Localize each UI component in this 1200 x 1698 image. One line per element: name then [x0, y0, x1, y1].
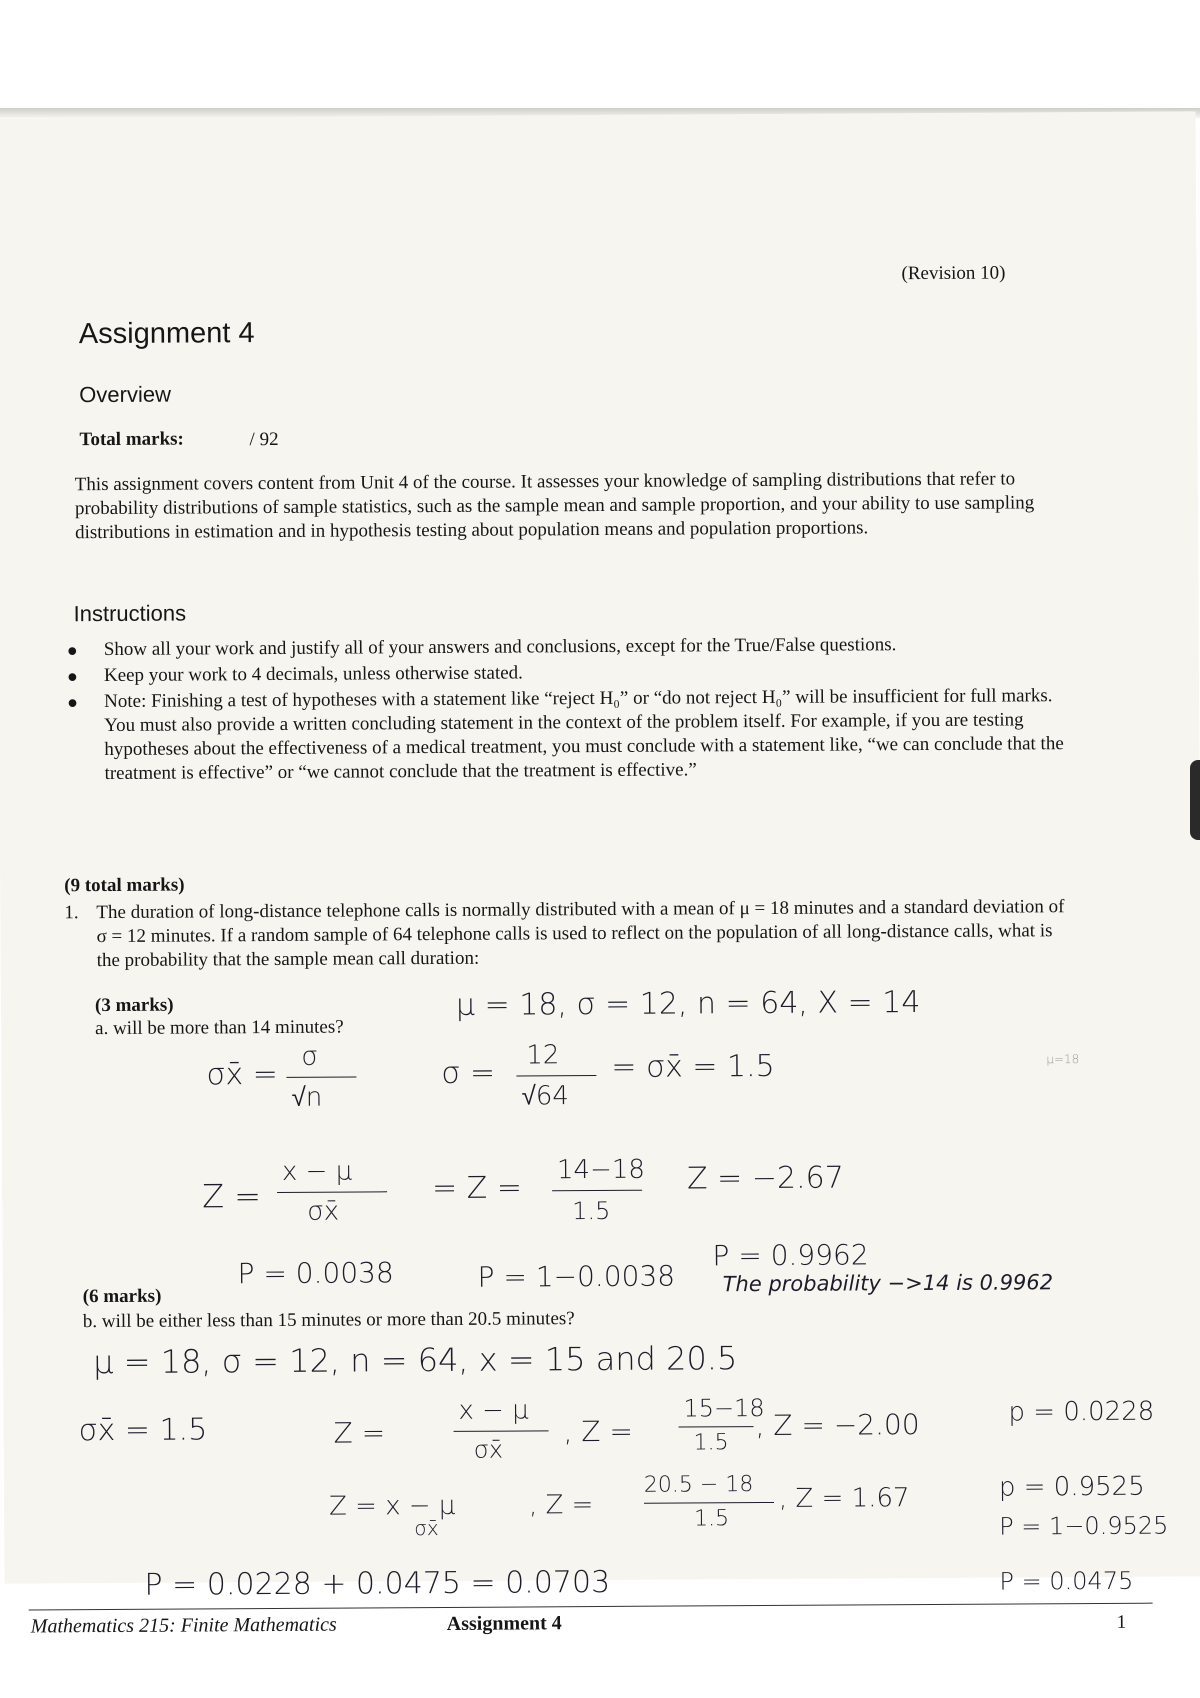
hw-b-p1: p = 0.0228: [1008, 1396, 1155, 1428]
part-a-text: a. will be more than 14 minutes?: [95, 1016, 344, 1040]
hw-a-sigma-lhs: σx̄ =: [206, 1056, 278, 1093]
hw-a-sigma2-den: √64: [521, 1081, 569, 1112]
hw-a-z-result: Z = −2.67: [686, 1160, 844, 1197]
hw-fraction-bar: [516, 1075, 596, 1076]
hw-b-z2-result: , Z = 1.67: [778, 1483, 910, 1514]
hw-b-z-num: x − μ: [458, 1395, 529, 1426]
part-b-marks: (6 marks): [82, 1285, 162, 1308]
hw-b-z1-num: 15−18: [683, 1394, 765, 1423]
hw-a-sigma2-rhs: = σx̄ = 1.5: [611, 1048, 775, 1085]
hw-a-z-lhs: Z =: [202, 1177, 262, 1216]
hw-b-z-den: σx̄: [473, 1435, 504, 1464]
hw-fraction-bar: [277, 1191, 387, 1193]
instruction-text: Keep your work to 4 decimals, unless otherwise stated.: [103, 662, 523, 687]
total-marks-value: / 92: [249, 428, 279, 451]
hw-b-z2-den: σx̄: [414, 1515, 439, 1541]
page-edge-shadow: [1190, 760, 1200, 840]
hw-fraction-bar: [644, 1502, 774, 1504]
hw-a-sigma-num: σ: [301, 1041, 318, 1072]
hw-b-givens: μ = 18, σ = 12, n = 64, x = 15 and 20.5: [93, 1339, 738, 1382]
list-item: [62, 684, 1073, 786]
hw-a-conclusion: The probability −>14 is 0.9962: [722, 1270, 1054, 1297]
hw-a-p1: P = 0.0038: [237, 1256, 394, 1291]
hw-a-givens: μ = 18, σ = 12, n = 64, X = 14: [455, 985, 921, 1023]
hw-a-sigma2-lhs: σ =: [441, 1055, 496, 1091]
hw-b-z2-eq: , Z =: [528, 1490, 594, 1521]
footer-assignment: Assignment 4: [446, 1612, 562, 1635]
overview-heading: Overview: [79, 381, 171, 408]
bullet-icon: ●: [66, 666, 78, 687]
hw-b-p2: p = 0.9525: [998, 1471, 1145, 1503]
question-number: 1.: [64, 902, 79, 924]
hw-b-z1-den: 1.5: [693, 1430, 729, 1456]
footer-rule: [29, 1603, 1153, 1611]
hw-b-z2-num: 20.5 − 18: [643, 1472, 754, 1498]
footer-course-title: Mathematics 215: Finite Mathematics: [30, 1613, 337, 1638]
page-number: 1: [1116, 1611, 1127, 1633]
bullet-icon: ●: [67, 692, 79, 713]
hw-b-z2-den2: 1.5: [694, 1506, 730, 1532]
hw-a-sigma2-num: 12: [526, 1040, 560, 1071]
instruction-text: Show all your work and justify all of your answers and conclusions, except for the True/False questions.: [103, 634, 897, 661]
hw-b-p3: P = 1−0.9525: [999, 1511, 1169, 1541]
hw-b-z2-lhs: Z = x − μ: [328, 1490, 456, 1522]
hw-a-p2: P = 1−0.0038: [477, 1259, 676, 1294]
hw-fraction-bar: [679, 1426, 754, 1427]
question1-text: The duration of long-distance telephone calls is normally distributed with a mean of μ = 18 minutes and a standard deviation of σ = 12 minutes. If a random sample of 64 telephone calls is used to reflect on the population of all long-distance calls, what is the probability that the sample mean call duration:: [96, 896, 1065, 972]
list-item: [62, 658, 1072, 688]
paper-sheet: [0, 111, 1200, 1638]
list-item: [62, 632, 1072, 662]
instructions-list: [62, 632, 1073, 788]
hw-a-margin-note: μ=18: [1046, 1052, 1080, 1067]
instruction-text: Note: Finishing a test of hypotheses with a statement like “reject H₀” or “do not reject H₀” will be insufficient for full marks. You must also provide a written concluding statement in the context of the problem itself. For example, if you are testing hypotheses about the effectiveness of a medical treatment, you must conclude with a statement like, “we can conclude that the treatment is effective” or “we cannot conclude that the treatment is effective.”: [104, 685, 1064, 785]
hw-a-z2-den: 1.5: [572, 1196, 611, 1226]
hw-a-z2-num: 14−18: [556, 1154, 646, 1186]
hw-b-p4: P = 0.0475: [999, 1566, 1134, 1596]
bullet-icon: ●: [66, 640, 78, 661]
hw-a-sigma-den: √n: [291, 1082, 323, 1113]
revision-label: (Revision 10): [901, 262, 1006, 285]
question1-marks: (9 total marks): [64, 874, 185, 897]
hw-a-z-num: x − μ: [281, 1156, 353, 1187]
page-title: Assignment 4: [78, 317, 255, 351]
hw-b-z1-result: , Z = −2.00: [755, 1408, 920, 1443]
instructions-heading: Instructions: [73, 600, 187, 627]
hw-fraction-bar: [286, 1076, 356, 1077]
part-a-marks: (3 marks): [94, 994, 174, 1017]
hw-a-z-den: σx̄: [307, 1196, 340, 1227]
hw-a-z-eq: = Z =: [431, 1170, 523, 1207]
intro-paragraph: This assignment covers content from Unit 4 of the course. It assesses your knowledge of sampling distributions that refer to probability distributions of sample statistics, such as the sample mean and sample proportion, and your ability to use sampling distributions in estimation and in hypothesis testing about population means and population proportions.: [74, 468, 1035, 544]
hw-b-total: P = 0.0228 + 0.0475 = 0.0703: [144, 1564, 611, 1603]
hw-fraction-bar: [454, 1430, 549, 1432]
question1: [64, 895, 1074, 973]
hw-b-z-lhs: Z =: [333, 1416, 386, 1450]
total-marks-label: Total marks:: [79, 428, 184, 451]
hw-b-z1-eq: , Z =: [563, 1414, 634, 1449]
part-b-text: b. will be either less than 15 minutes or more than 20.5 minutes?: [82, 1308, 575, 1333]
hw-b-sigma: σx̄ = 1.5: [78, 1412, 208, 1449]
hw-a-p3: P = 0.9962: [712, 1238, 869, 1273]
hw-fraction-bar: [552, 1190, 642, 1192]
